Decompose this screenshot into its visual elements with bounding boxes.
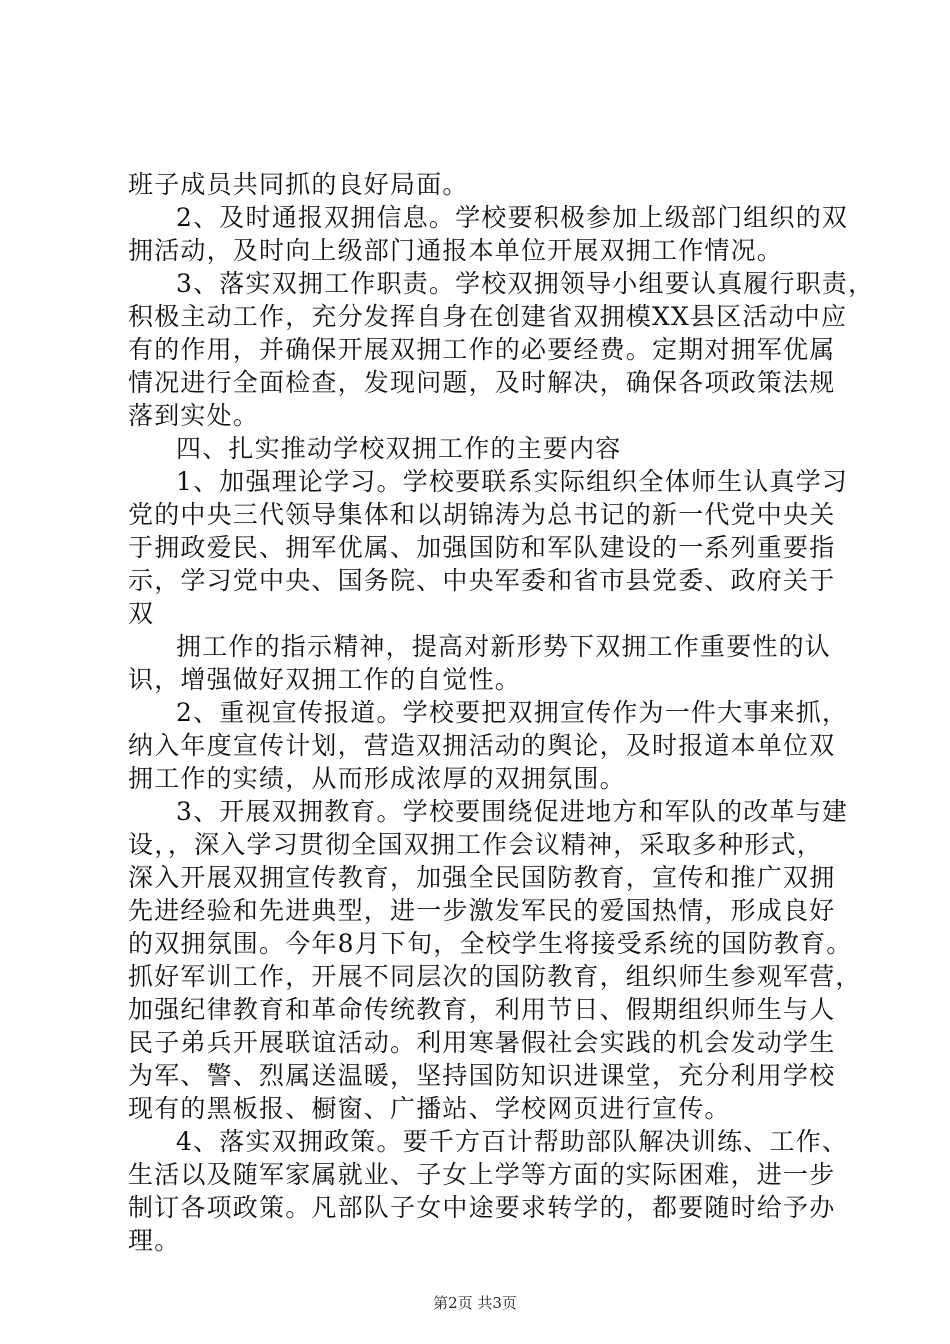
text-line: 双 — [128, 599, 155, 628]
text-line: 深入开展双拥宣传教育，加强全民国防教育，宣传和推广双拥 — [128, 863, 836, 892]
text-line: 的双拥氛围。今年8月下旬，全校学生将接受系统的国防教育。 — [128, 929, 853, 958]
text-line: 理。 — [128, 1226, 181, 1255]
text-line: 为军、警、烈属送温暖，坚持国防知识进课堂，充分利用学校 — [128, 1061, 836, 1090]
text-line: 3、落实双拥工作职责。学校双拥领导小组要认真履行职责， — [176, 269, 875, 298]
text-line: 班子成员共同抓的良好局面。 — [128, 170, 469, 199]
text-line: 先进经验和先进典型，进一步激发军民的爱国热情，形成良好 — [128, 896, 836, 925]
text-line: 于拥政爱民、拥军优属、加强国防和军队建设的一系列重要指 — [128, 533, 836, 562]
text-line: 1、加强理论学习。学校要联系实际组织全体师生认真学习 — [176, 467, 849, 496]
text-line: 抓好军训工作，开展不同层次的国防教育，组织师生参观军营， — [128, 962, 862, 991]
text-line: 党的中央三代领导集体和以胡锦涛为总书记的新一代党中央关 — [128, 500, 836, 529]
section-heading: 四、扎实推动学校双拥工作的主要内容 — [176, 434, 622, 463]
text-line: 拥工作的实绩，从而形成浓厚的双拥氛围。 — [128, 764, 626, 793]
text-line: 2、及时通报双拥信息。学校要积极参加上级部门组织的双 — [176, 203, 849, 232]
text-line: 识，增强做好双拥工作的自觉性。 — [128, 665, 522, 694]
text-line: 制订各项政策。凡部队子女中途要求转学的，都要随时给予办 — [128, 1193, 836, 1222]
text-line: 2、重视宣传报道。学校要把双拥宣传作为一件大事来抓， — [176, 698, 849, 727]
text-line: 有的作用，并确保开展双拥工作的必要经费。定期对拥军优属 — [128, 335, 836, 364]
page-number-footer: 第2页 共3页 — [433, 1294, 517, 1312]
text-line: 拥工作的指示精神，提高对新形势下双拥工作重要性的认 — [176, 632, 832, 661]
text-line: 设，，深入学习贯彻全国双拥工作会议精神，采取多种形式， — [128, 830, 823, 859]
text-line: 加强纪律教育和革命传统教育，利用节日、假期组织师生与人 — [128, 995, 836, 1024]
text-line: 4、落实双拥政策。要千方百计帮助部队解决训练、工作、 — [176, 1127, 849, 1156]
text-line: 示，学习党中央、国务院、中央军委和省市县党委、政府关于 — [128, 566, 836, 595]
text-line: 3、开展双拥教育。学校要围绕促进地方和军队的改革与建 — [176, 797, 849, 826]
text-line: 落到实处。 — [128, 401, 260, 430]
text-line: 现有的黑板报、橱窗、广播站、学校网页进行宣传。 — [128, 1094, 731, 1123]
text-line: 纳入年度宣传计划，营造双拥活动的舆论，及时报道本单位双 — [128, 731, 836, 760]
text-line: 生活以及随军家属就业、子女上学等方面的实际困难，进一步 — [128, 1160, 836, 1189]
text-line: 民子弟兵开展联谊活动。利用寒暑假社会实践的机会发动学生 — [128, 1028, 836, 1057]
text-line: 拥活动，及时向上级部门通报本单位开展双拥工作情况。 — [128, 236, 784, 265]
text-line: 情况进行全面检查，发现问题，及时解决，确保各项政策法规 — [128, 368, 836, 397]
text-line: 积极主动工作，充分发挥自身在创建省双拥模XX县区活动中应 — [128, 302, 848, 331]
